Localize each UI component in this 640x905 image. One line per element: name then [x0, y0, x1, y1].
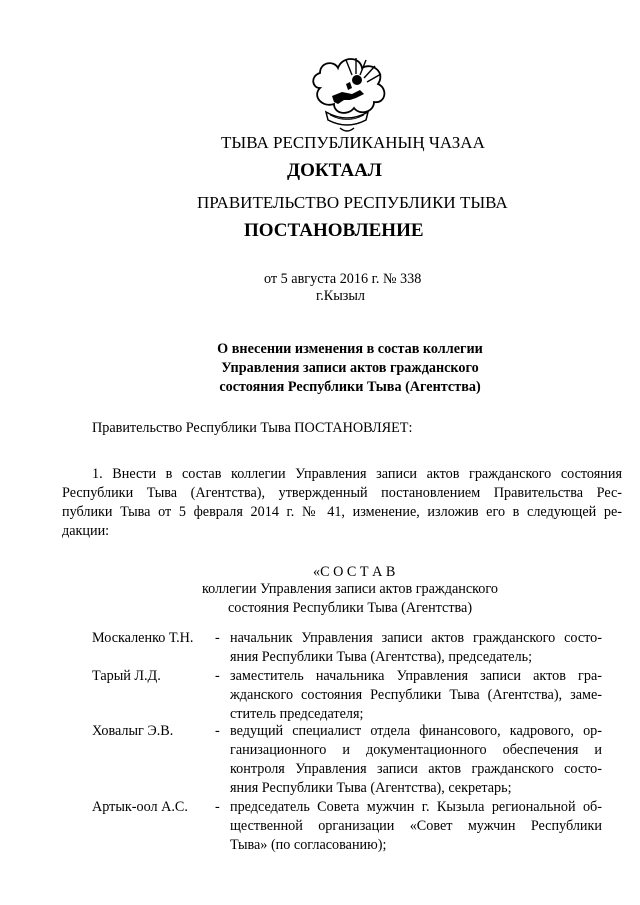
member-dash: - [215, 723, 220, 739]
member-dash: - [215, 799, 220, 815]
member-dash: - [215, 630, 220, 646]
tuvan-doc-type: ДОКТААЛ [287, 160, 382, 181]
clause-line: дакции: [62, 523, 110, 539]
clause-line: Республики Тыва (Агентства), утвержденный постановлением Правительства Рес- [62, 485, 622, 501]
member-description-line: жданского состояния Республики Тыва (Агентства), заме- [230, 687, 602, 703]
member-description [230, 629, 602, 667]
member-description-line: контроля Управления записи актов гражданского состо- [230, 761, 602, 777]
composition-title: «С О С Т А В [313, 564, 396, 580]
member-description-line: ведущий специалист отдела финансового, кадрового, ор- [230, 723, 602, 739]
composition-subtitle [150, 580, 550, 618]
member-description-line: яния Республики Тыва (Агентства), секретарь; [230, 780, 512, 796]
member-description [230, 667, 602, 724]
member-description-line: ганизационного и документационного обеспечения и [230, 742, 602, 758]
member-description [230, 798, 602, 855]
member-name: Ховалыг Э.В. [92, 723, 174, 739]
tuvan-title: ТЫВА РЕСПУБЛИКАНЫҢ ЧАЗАА [221, 133, 485, 152]
member-name: Артык-оол А.С. [92, 799, 188, 815]
tuva-coat-of-arms-icon [300, 48, 395, 138]
member-description-line: председатель Совета мужчин г. Кызыла региональной об- [230, 799, 602, 815]
clause-line: публики Тыва от 5 февраля 2014 г. № 41, изменение, изложив его в следующей ре- [62, 504, 622, 520]
member-dash: - [215, 668, 220, 684]
member-description-line: яния Республики Тыва (Агентства), председатель; [230, 649, 533, 665]
date-number: от 5 августа 2016 г. № 338 [264, 271, 422, 287]
subject-line: Управления записи актов гражданского [221, 360, 479, 376]
subject-line: О внесении изменения в состав коллегии [217, 341, 483, 357]
member-name: Москаленко Т.Н. [92, 630, 194, 646]
city: г.Кызыл [316, 288, 365, 304]
member-description [230, 722, 602, 798]
clause-line: 1. Внести в состав коллегии Управления записи актов гражданского состояния [92, 466, 622, 482]
subject-block [150, 340, 550, 397]
clause-1 [62, 465, 622, 541]
russian-doc-type: ПОСТАНОВЛЕНИЕ [244, 220, 424, 241]
russian-title: ПРАВИТЕЛЬСТВО РЕСПУБЛИКИ ТЫВА [197, 193, 508, 212]
member-name: Тарый Л.Д. [92, 668, 161, 684]
composition-subtitle-line: коллегии Управления записи актов гражданского [202, 581, 498, 597]
member-description-line: начальник Управления записи актов гражданского состо- [230, 630, 602, 646]
composition-subtitle-line: состояния Республики Тыва (Агентства) [227, 600, 473, 616]
preamble: Правительство Республики Тыва ПОСТАНОВЛЯЕТ: [92, 420, 413, 436]
member-description-line: заместитель начальника Управления записи актов гра- [230, 668, 602, 684]
member-description-line: щественной организации «Совет мужчин Республики [230, 818, 602, 834]
member-description-line: ститель председателя; [230, 706, 364, 722]
subject-line: состояния Республики Тыва (Агентства) [219, 379, 481, 395]
member-description-line: Тыва» (по согласованию); [230, 837, 387, 853]
